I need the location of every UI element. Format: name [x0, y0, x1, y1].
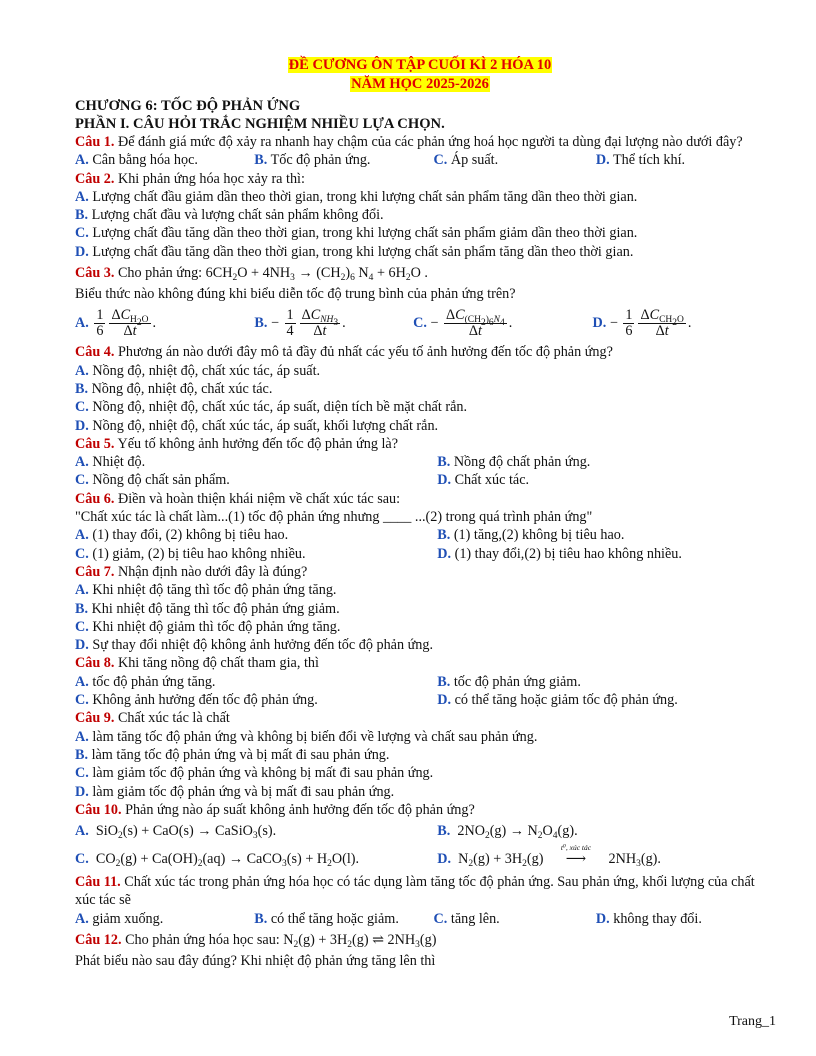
question-3-prompt: Biểu thức nào không đúng khi biểu diễn tốc độ trung bình của phản ứng trên?: [75, 286, 516, 303]
option-c[interactable]: C. (1) giảm, (2) bị tiêu hao không nhiều.: [75, 545, 306, 562]
option-b[interactable]: B. $2NO_2(g) \to N_2O_4(g)$.: [437, 823, 578, 842]
option-b[interactable]: B. − $\frac{1}{4}$ $\frac{\Delta C_{NH_3}}{\Delta t}$ .: [254, 306, 346, 339]
option-a[interactable]: A. $\frac{1}{6}$ $\frac{\Delta C_{H_2O}}{\Delta t}$ .: [75, 306, 157, 339]
option-a[interactable]: A. tốc độ phản ứng tăng.: [75, 673, 216, 690]
options-row: [75, 471, 765, 489]
option-d[interactable]: D. Thể tích khí.: [595, 152, 686, 169]
option-a[interactable]: A. Cân bằng hóa học.: [75, 152, 198, 169]
option-c[interactable]: C. Nồng độ chất sản phẩm.: [75, 472, 230, 489]
option-b[interactable]: B. Lượng chất đầu và lượng chất sản phẩm không đổi.: [75, 207, 384, 224]
reaction-equation: $6CH_2O + 4NH_3 \to (CH_2)_6$ $N_4 + 6H_2O$ .: [205, 265, 428, 284]
options-row: [75, 545, 765, 563]
question-10: Câu 10. Phản ứng nào áp suất không ảnh hưởng đến tốc độ phản ứng?: [75, 801, 475, 818]
options-row: [75, 843, 765, 871]
options-row: [75, 303, 765, 343]
option-d[interactable]: D. có thể tăng hoặc giảm tốc độ phản ứng.: [437, 692, 678, 709]
option-a[interactable]: A. (1) thay đổi, (2) không bị tiêu hao.: [75, 527, 289, 544]
title-line-2: NĂM HỌC 2025-2026: [351, 76, 489, 92]
option-b[interactable]: B. có thể tăng hoặc giảm.: [254, 910, 399, 927]
question-4: Câu 4. Phương án nào dưới đây mô tả đầy đủ nhất các yếu tố ảnh hưởng đến tốc độ phản ứng?: [75, 344, 613, 361]
option-b[interactable]: B. Nồng độ chất phản ứng.: [437, 454, 591, 471]
question-7: Câu 7. Nhận định nào dưới đây là đúng?: [75, 563, 308, 580]
option-c[interactable]: C. Khi nhiệt độ giảm thì tốc độ phản ứng tăng.: [75, 618, 341, 635]
options-row: [75, 453, 765, 471]
part-heading: PHẦN I. CÂU HỎI TRẮC NGHIỆM NHIỀU LỰA CHỌN.: [75, 116, 445, 132]
options-row: [75, 673, 765, 691]
catalyst-arrow: t⁰, xúc tác ⟶: [560, 843, 592, 868]
question-3: Câu 3. Cho phản ứng: $6CH_2O + 4NH_3 \to (CH_2)_6$ $N_4 + 6H_2O$ .: [75, 261, 765, 285]
question-6-statement: "Chất xúc tác là chất làm...(1) tốc độ phản ứng nhưng ____ ...(2) trong quá trình phản ứng": [75, 509, 593, 526]
question-label: Câu 1.: [75, 134, 115, 150]
option-a[interactable]: A. Khi nhiệt độ tăng thì tốc độ phản ứng tăng.: [75, 582, 337, 599]
question-12: Câu 12. Cho phản ứng hóa học sau: $N_2(g) + 3H_2(g)$ ⇌ $2NH_3(g)$: [75, 928, 765, 952]
option-c[interactable]: C. Nồng độ, nhiệt độ, chất xúc tác, áp suất, diện tích bề mặt chất rắn.: [75, 399, 468, 416]
option-c[interactable]: C. tăng lên.: [433, 910, 500, 927]
option-a[interactable]: A. làm tăng tốc độ phản ứng và không bị biến đổi về lượng và chất sau phản ứng.: [75, 728, 538, 745]
option-b[interactable]: B. tốc độ phản ứng giảm.: [437, 673, 581, 690]
options-row: [75, 910, 765, 928]
option-d[interactable]: D. Nồng độ, nhiệt độ, chất xúc tác, áp suất, khối lượng chất rắn.: [75, 417, 439, 434]
option-a[interactable]: A. Nồng độ, nhiệt độ, chất xúc tác, áp suất.: [75, 362, 321, 379]
option-d[interactable]: D. không thay đổi.: [595, 910, 702, 927]
question-12-prompt: Phát biểu nào sau đây đúng? Khi nhiệt độ phản ứng tăng lên thì: [75, 952, 436, 969]
option-c[interactable]: C. Áp suất.: [433, 152, 499, 169]
document-title: [75, 56, 765, 94]
options-row: [75, 526, 765, 544]
question-5: Câu 5. Yếu tố không ảnh hưởng đến tốc độ phản ứng là?: [75, 435, 399, 452]
option-a[interactable]: A. Lượng chất đầu giảm dần theo thời gian, trong khi lượng chất sản phẩm tăng dần theo thời gian.: [75, 188, 638, 205]
option-d[interactable]: D. (1) thay đổi,(2) bị tiêu hao không nhiều.: [437, 545, 682, 562]
option-a[interactable]: A. giảm xuống.: [75, 910, 164, 927]
option-a[interactable]: A. Nhiệt độ.: [75, 454, 146, 471]
question-6: Câu 6. Điền và hoàn thiện khái niệm về chất xúc tác sau:: [75, 490, 401, 507]
options-row: [75, 151, 765, 169]
chapter-heading: CHƯƠNG 6: TỐC ĐỘ PHẢN ỨNG: [75, 98, 301, 114]
page-number: Trang_1: [729, 1014, 776, 1029]
question-9: Câu 9. Chất xúc tác là chất: [75, 710, 230, 727]
options-row: [75, 819, 765, 843]
option-c[interactable]: C. Không ảnh hưởng đến tốc độ phản ứng.: [75, 692, 318, 709]
question-1: [75, 133, 765, 151]
option-d[interactable]: D. Lượng chất đầu tăng dần theo thời gian, trong khi lượng chất sản phẩm tăng dần theo thời gian.: [75, 243, 634, 260]
option-d[interactable]: D. Chất xúc tác.: [437, 472, 530, 489]
reaction-equation: $N_2(g) + 3H_2(g)$ ⇌ $2NH_3(g)$: [283, 931, 437, 950]
option-b[interactable]: B. làm tăng tốc độ phản ứng và bị mất đi sau phản ứng.: [75, 746, 390, 763]
title-line-1: ĐỀ CƯƠNG ÔN TẬP CUỐI KÌ 2 HÓA 10: [288, 57, 552, 73]
option-c[interactable]: C. Lượng chất đầu tăng dần theo thời gian, trong khi lượng chất sản phẩm giảm dần theo thời gian.: [75, 225, 638, 242]
options-row: [75, 691, 765, 709]
question-text: Để đánh giá mức độ xảy ra nhanh hay chậm của các phản ứng hoá học người ta dùng đại lượng nào dưới đây?: [117, 134, 743, 150]
option-b[interactable]: B. Khi nhiệt độ tăng thì tốc độ phản ứng giảm.: [75, 600, 340, 617]
option-c[interactable]: C. $CO_2(g) + Ca(OH)_2(aq)$ → CaCO$_3$(s) + $H_2O(l)$.: [75, 851, 360, 870]
option-d[interactable]: D. $N_2(g) + 3H_2(g)$ t⁰, xúc tác ⟶ $2NH_3(g)$.: [437, 843, 661, 870]
option-c[interactable]: C. − $\frac{\Delta C_{(CH_2)_6N_4}}{\Delta t}$ .: [413, 306, 513, 339]
question-2: Câu 2. Khi phản ứng hóa học xảy ra thì:: [75, 170, 305, 187]
option-d[interactable]: D. Sự thay đổi nhiệt độ không ảnh hưởng đến tốc độ phản ứng.: [75, 637, 434, 654]
option-b[interactable]: B. (1) tăng,(2) không bị tiêu hao.: [437, 527, 625, 544]
option-b[interactable]: B. Tốc độ phản ứng.: [254, 152, 371, 169]
document-page: [75, 56, 765, 970]
option-a[interactable]: A. SiO$_2$(s) + CaO(s) → CaSiO$_3$(s).: [75, 823, 277, 842]
option-d[interactable]: D. − $\frac{1}{6}$ $\frac{\Delta C_{CH_2O}}{\Delta t}$ .: [592, 306, 692, 339]
option-b[interactable]: B. Nồng độ, nhiệt độ, chất xúc tác.: [75, 380, 273, 397]
question-11: Câu 11. Chất xúc tác trong phản ứng hóa học có tác dụng làm tăng tốc độ phản ứng. Sau phản ứng, khối lượng của chất xúc tác sẽ: [75, 874, 755, 909]
question-8: Câu 8. Khi tăng nồng độ chất tham gia, thì: [75, 655, 319, 672]
option-d[interactable]: D. làm giảm tốc độ phản ứng và bị mất đi sau phản ứng.: [75, 783, 395, 800]
option-c[interactable]: C. làm giảm tốc độ phản ứng và không bị mất đi sau phản ứng.: [75, 765, 434, 782]
